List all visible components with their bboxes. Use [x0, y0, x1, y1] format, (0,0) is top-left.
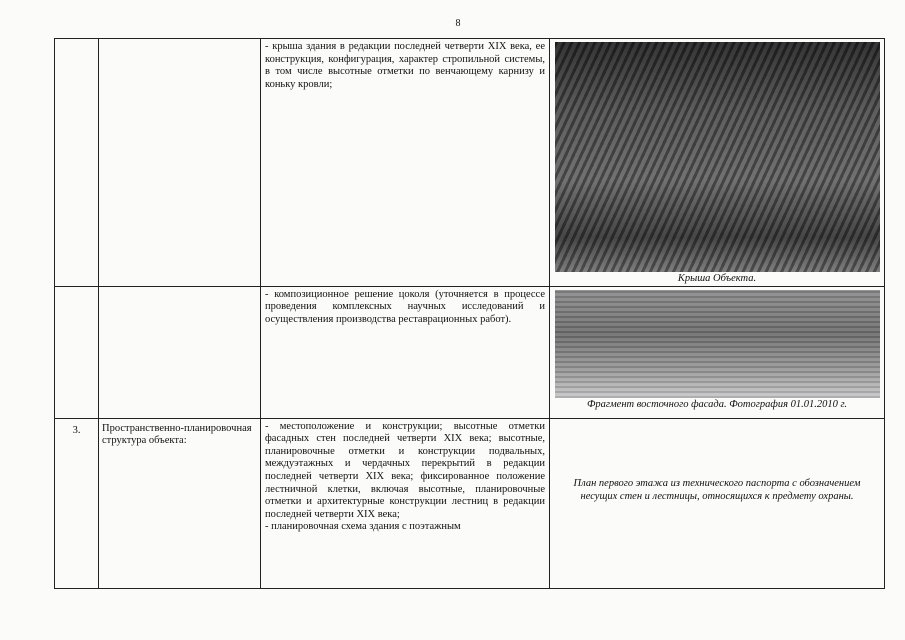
- photo-cell: [550, 39, 885, 287]
- plan-cell: [550, 418, 885, 588]
- facade-photo: [555, 290, 880, 398]
- row-name: Пространственно-планировочная структура объекта:: [99, 418, 261, 588]
- description-text: - крыша здания в редакции последней четверти XIX века, ее конструкция, конфигурация, характер стропильной системы, в том числе высотные отметки по венчающему карнизу и коньку кровли;: [265, 41, 545, 90]
- roof-photo: [555, 42, 880, 272]
- row-number: [55, 286, 99, 418]
- photo-caption: Крыша Объекта.: [677, 273, 757, 284]
- table-row: [55, 39, 885, 287]
- page-number: 8: [455, 18, 461, 29]
- photo-cell: [550, 286, 885, 418]
- row-number: [55, 39, 99, 287]
- photo-caption: Фрагмент восточного фасада. Фотография 01.01.2010 г.: [586, 398, 848, 410]
- table-row: [55, 286, 885, 418]
- description-text-continued: - планировочная схема здания с поэтажным: [265, 521, 461, 533]
- protection-subject-table: [54, 38, 885, 589]
- row-description: [261, 418, 550, 588]
- row-name: [99, 39, 261, 287]
- plan-caption: План первого этажа из технического паспорта с обозначением несущих стен и лестницы, относящихся к предмету охраны.: [573, 477, 861, 502]
- row-number: 3.: [55, 418, 99, 588]
- table-row: [55, 418, 885, 588]
- description-text: - местоположение и конструкции; высотные отметки фасадных стен последней четверти XIX века; высотные, планировочные отметки и конструкции подвальных, междуэтажных и чердачных перекрытий в редакции последней четверти XIX века; фиксированное положение лестничной клетки, включая высотные, планировочные отметки и архитектурные конструкции лестниц в редакции последней четверти XIX века;: [265, 420, 545, 520]
- row-description: [261, 286, 550, 418]
- row-description: [261, 39, 550, 287]
- row-name: [99, 286, 261, 418]
- description-text: - композиционное решение цоколя (уточняется в процессе проведения комплексных научных исследований и осуществления производства реставрационных работ).: [265, 288, 545, 325]
